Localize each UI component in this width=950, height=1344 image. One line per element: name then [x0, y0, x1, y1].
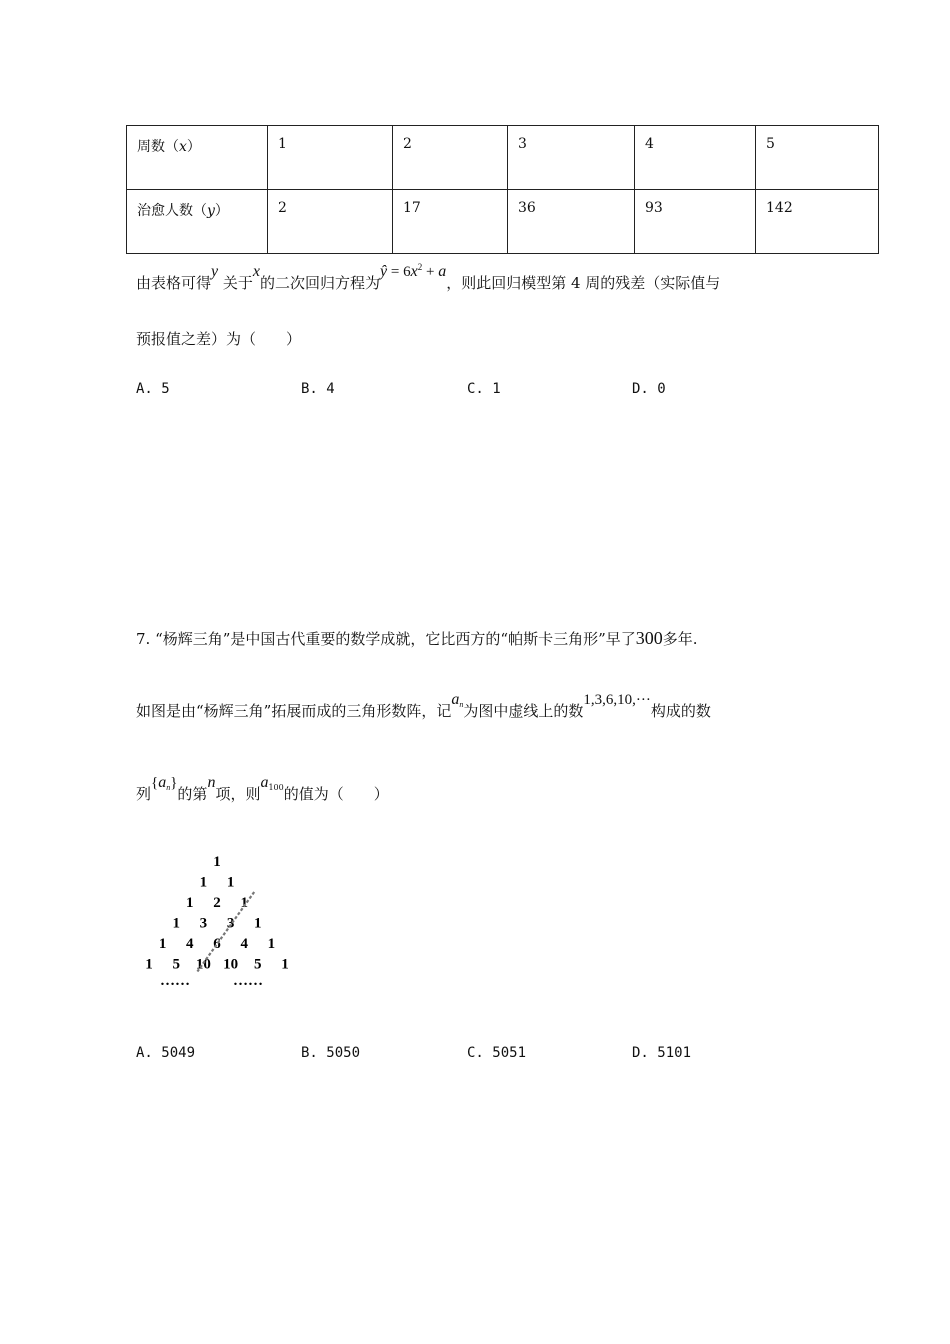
table-row-weeks	[127, 126, 879, 190]
triangle-number: 1	[158, 936, 167, 952]
triangle-number: 1	[145, 956, 153, 973]
q6-option-d[interactable]: D. 0	[632, 381, 666, 397]
triangle-number: 3	[226, 915, 235, 932]
q7-option-c[interactable]: C. 5051	[467, 1045, 527, 1061]
q7-option-b[interactable]: B. 5050	[301, 1045, 361, 1061]
triangle-number: 1	[186, 895, 194, 911]
table-row-cured	[127, 190, 879, 254]
triangle-number: 5	[254, 956, 262, 973]
table-cell: 2	[268, 190, 393, 254]
q7-option-d[interactable]: D. 5101	[632, 1045, 692, 1061]
triangle-number: 4	[240, 936, 248, 952]
table-cell: 5	[756, 126, 879, 190]
table-cell: 93	[635, 190, 756, 254]
q7-option-a[interactable]: A. 5049	[136, 1045, 196, 1061]
table-cell: 36	[508, 190, 635, 254]
triangle-number: 6	[213, 936, 221, 952]
table-header-cell: 治愈人数（y）	[127, 190, 268, 254]
q7-stem-line-1: 7. “杨辉三角”是中国古代重要的数学成就，它比西方的“帕斯卡三角形”早了300多年.	[136, 628, 698, 648]
triangle-number: 3	[199, 915, 208, 932]
triangle-number: 4	[186, 936, 194, 952]
triangle-number: 1	[226, 874, 235, 891]
q6-option-a[interactable]: A. 5	[136, 381, 170, 397]
triangle-number: 1	[213, 854, 221, 870]
table-cell: 142	[756, 190, 879, 254]
q6-option-c[interactable]: C. 1	[467, 381, 501, 397]
triangle-number: 10	[223, 956, 239, 973]
triangle-number: 1	[281, 956, 289, 973]
triangle-number: 10	[195, 956, 211, 973]
triangle-number: 1	[199, 874, 208, 891]
q6-stem-line-1: 由表格可得y 关于x的二次回归方程为ŷ = $6x^2 + a$，则此回归模型第 4 周的残差（实际值与	[136, 262, 721, 292]
triangle-number: 2	[213, 895, 221, 911]
triangle-number: 1	[240, 895, 248, 911]
table-header-cell: 周数（x）	[127, 126, 268, 190]
q6-stem-line-2: 预报值之差）为（ ）	[136, 330, 302, 348]
triangle-number: 1	[172, 915, 180, 932]
table-cell: 1	[268, 126, 393, 190]
q7-stem-line-2: 如图是由“杨辉三角”拓展而成的三角形数阵，记$a_n$为图中虚线上的数1,3,6,10,···构成的数	[136, 691, 711, 720]
q6-option-b[interactable]: B. 4	[301, 381, 335, 397]
q7-stem-line-3: 列$\{a_n\}$的第n项，则$a_{100}$的值为（ ）	[136, 774, 389, 803]
regression-equation: ŷ = $6x^2 + a$	[380, 262, 447, 280]
triangle-number: 5	[172, 956, 180, 973]
table-cell: 17	[393, 190, 508, 254]
table-cell: 4	[635, 126, 756, 190]
table-cell: 3	[508, 126, 635, 190]
data-table	[126, 125, 879, 254]
triangle-number: 1	[254, 915, 262, 932]
yanghui-triangle-figure	[140, 850, 310, 1000]
triangle-number: 1	[267, 936, 276, 952]
table-cell: 2	[393, 126, 508, 190]
triangle-ellipsis-left: ……	[160, 973, 190, 989]
triangle-ellipsis-right: ……	[233, 973, 263, 989]
